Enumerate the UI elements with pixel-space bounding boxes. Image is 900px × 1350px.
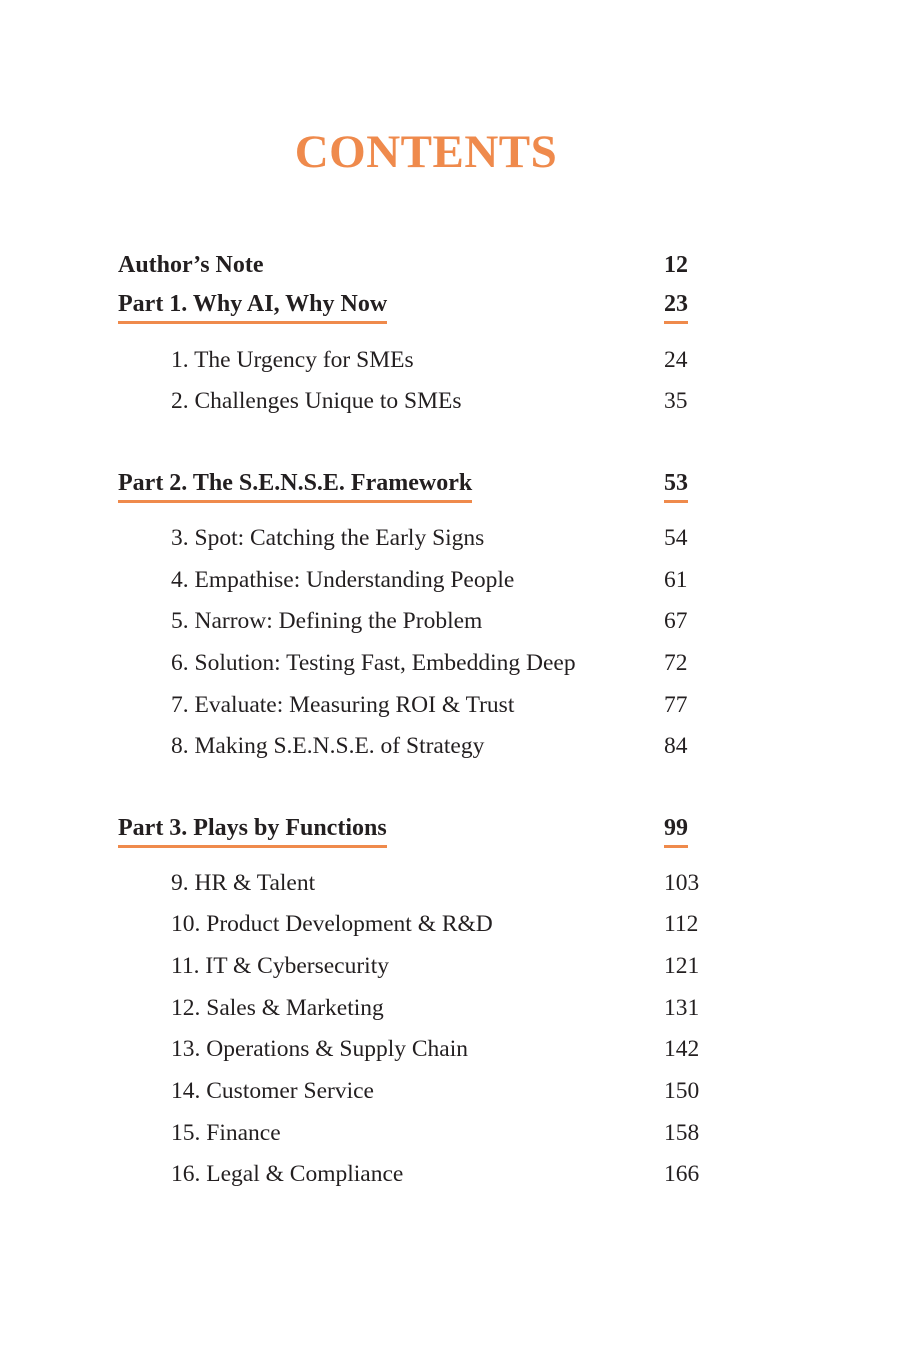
toc-page-number: 24 [664, 347, 688, 373]
toc-chapter-2[interactable] [0, 383, 900, 419]
toc-entry-label: 1. The Urgency for SMEs [171, 347, 414, 373]
toc-entry-label: 11. IT & Cybersecurity [171, 953, 389, 979]
toc-page-number: 121 [664, 953, 700, 979]
toc-chapter-14[interactable] [0, 1073, 900, 1109]
toc-page-number: 23 [664, 288, 688, 324]
toc-chapter-4[interactable] [0, 562, 900, 598]
toc-chapter-10[interactable] [0, 906, 900, 942]
toc-page-number: 131 [664, 995, 700, 1021]
toc-page-number: 12 [664, 252, 688, 278]
toc-part-2[interactable] [0, 467, 900, 503]
toc-entry-label: 5. Narrow: Defining the Problem [171, 608, 483, 634]
toc-page-number: 84 [664, 733, 688, 759]
toc-chapter-16[interactable] [0, 1156, 900, 1192]
toc-page-number: 158 [664, 1120, 700, 1146]
toc-entry-label: 6. Solution: Testing Fast, Embedding Deep [171, 650, 576, 676]
toc-chapter-13[interactable] [0, 1031, 900, 1067]
toc-page-number: 77 [664, 692, 688, 718]
toc-part-label: Part 3. Plays by Functions [118, 812, 387, 848]
toc-chapter-7[interactable] [0, 687, 900, 723]
toc-entry-label: 13. Operations & Supply Chain [171, 1036, 468, 1062]
toc-page-number: 112 [664, 911, 699, 937]
toc-entry-label: 3. Spot: Catching the Early Signs [171, 525, 485, 551]
toc-page-number: 61 [664, 567, 688, 593]
toc-page-number: 67 [664, 608, 688, 634]
toc-entry-label: 8. Making S.E.N.S.E. of Strategy [171, 733, 485, 759]
toc-entry-label: 15. Finance [171, 1120, 281, 1146]
toc-page-number: 72 [664, 650, 688, 676]
toc-entry-label: 9. HR & Talent [171, 870, 316, 896]
toc-entry-label: 12. Sales & Marketing [171, 995, 384, 1021]
toc-chapter-12[interactable] [0, 990, 900, 1026]
toc-chapter-6[interactable] [0, 645, 900, 681]
toc-page-number: 166 [664, 1161, 700, 1187]
toc-chapter-9[interactable] [0, 865, 900, 901]
toc-page-number: 53 [664, 467, 688, 503]
toc-chapter-1[interactable] [0, 342, 900, 378]
toc-chapter-15[interactable] [0, 1115, 900, 1151]
toc-page-number: 35 [664, 388, 688, 414]
toc-entry-label: 14. Customer Service [171, 1078, 374, 1104]
toc-part-1[interactable] [0, 288, 900, 324]
toc-chapter-5[interactable] [0, 603, 900, 639]
toc-part-label: Part 1. Why AI, Why Now [118, 288, 387, 324]
toc-chapter-8[interactable] [0, 728, 900, 764]
toc-page-number: 99 [664, 812, 688, 848]
toc-part-label: Part 2. The S.E.N.S.E. Framework [118, 467, 472, 503]
toc-entry-label: 10. Product Development & R&D [171, 911, 493, 937]
toc-entry-label: 4. Empathise: Understanding People [171, 567, 515, 593]
toc-entry-label: 16. Legal & Compliance [171, 1161, 404, 1187]
toc-entry-label: 7. Evaluate: Measuring ROI & Trust [171, 692, 515, 718]
toc-page-number: 142 [664, 1036, 700, 1062]
toc-entry-label: 2. Challenges Unique to SMEs [171, 388, 462, 414]
toc-page-number: 103 [664, 870, 700, 896]
page-title: CONTENTS [294, 126, 558, 178]
toc-part-3[interactable] [0, 812, 900, 848]
toc-page-number: 54 [664, 525, 688, 551]
toc-chapter-11[interactable] [0, 948, 900, 984]
toc-entry-label: Author’s Note [118, 252, 264, 278]
toc-chapter-3[interactable] [0, 520, 900, 556]
toc-entry-authors-note[interactable] [0, 247, 900, 283]
toc-page-number: 150 [664, 1078, 700, 1104]
